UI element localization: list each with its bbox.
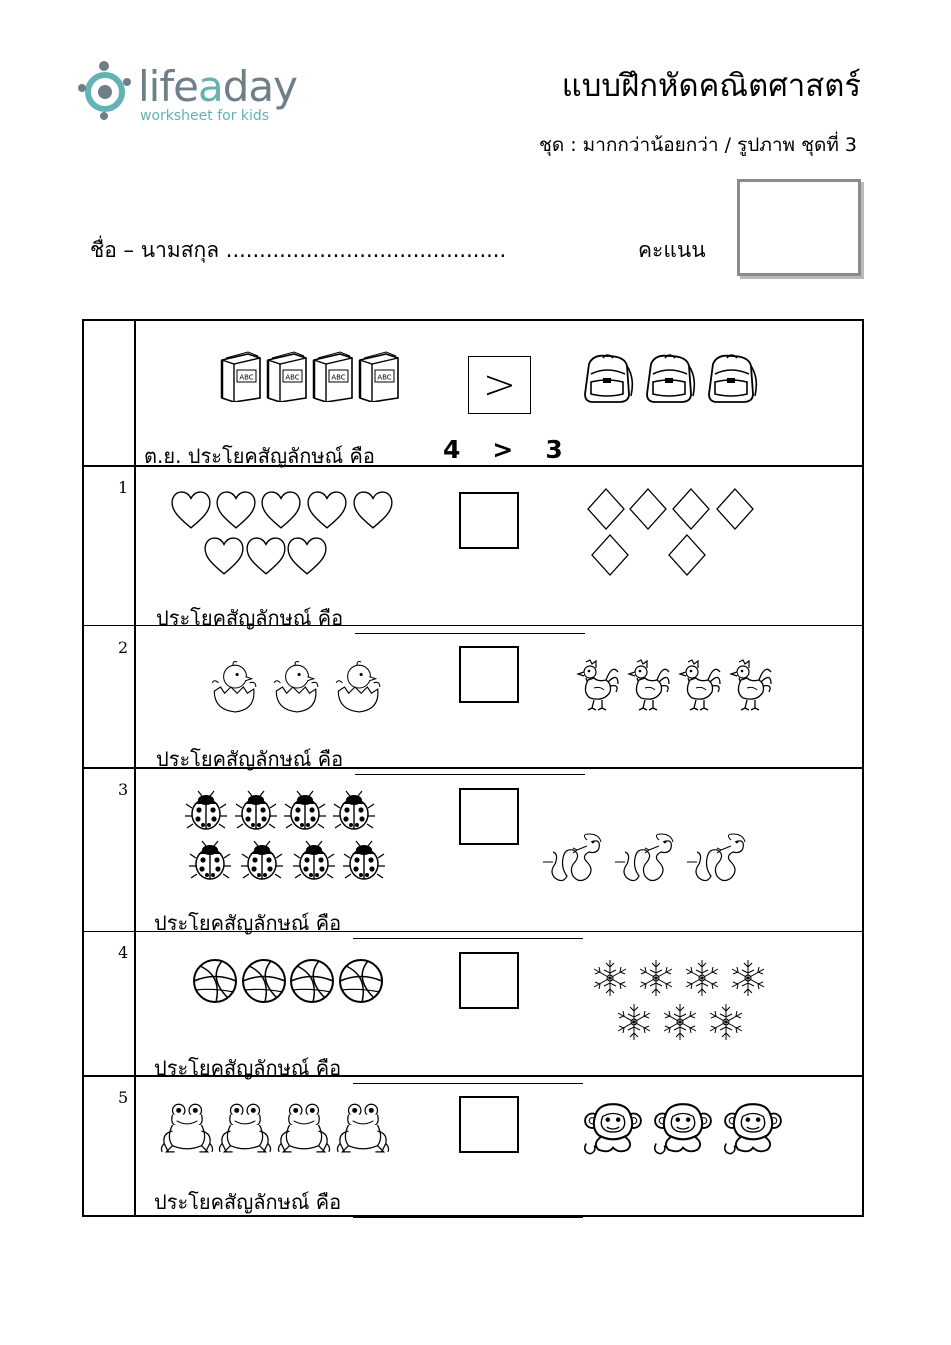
ladybug-icon [343,841,385,879]
row-number: 4 [118,943,129,962]
chicks-group [210,658,386,714]
ladybugs-group [184,788,390,884]
heart-icon [308,492,346,528]
monkey-icon [725,1104,781,1154]
example-answer-box [468,356,531,414]
book-icon [268,352,306,402]
example-backpacks-group [578,352,762,406]
backpack-icon [709,355,756,402]
diamond-icon [717,489,753,529]
example-sentence-label: ต.ย. ประโยคสัญลักษณ์ คือ [144,444,375,468]
book-icon [314,352,352,402]
page-title: แบบฝึกหัดคณิตศาสตร์ [561,68,861,104]
heart-icon [262,492,300,528]
answer-blank[interactable] [355,613,585,634]
book-icon [222,352,260,402]
ladybug-icon [284,791,326,829]
chick-icon [274,661,318,711]
ladybug-icon [235,791,277,829]
sentence-label: ประโยคสัญลักษณ์ คือ [154,1186,583,1218]
ladybug-icon [293,841,335,879]
diamond-icon [592,535,628,575]
sentence-label: ประโยคสัญลักษณ์ คือ [154,907,583,939]
snowflakes-group [590,956,772,1044]
answer-box[interactable] [459,492,519,549]
answer-box[interactable] [459,646,519,703]
monkey-icon [585,1104,641,1154]
backpack-icon [585,355,632,402]
example-books-group [218,350,404,404]
snake-icon [543,834,601,881]
answer-box[interactable] [459,788,519,845]
basketball-icon [194,960,236,1002]
roosters-group [571,656,779,714]
logo-mark-icon [74,58,136,120]
snake-icon [615,834,673,881]
frog-icon [278,1104,329,1152]
book-icon [360,352,398,402]
monkeys-group [582,1102,786,1156]
snowflake-icon [710,1004,742,1040]
logo [74,58,314,128]
page-subtitle: ชุด : มากกว่าน้อยกว่า / รูปภาพ ชุดที่ 3 [538,134,857,156]
heart-icon [217,492,255,528]
heart-icon [288,538,326,574]
answer-box[interactable] [459,952,519,1009]
snake-icon [687,834,745,881]
greater-than-symbol: > [482,362,517,408]
heart-icon [172,492,210,528]
answer-box[interactable] [459,1096,519,1153]
rooster-icon [578,660,618,710]
name-field[interactable]: ชื่อ – นามสกุล .......................................... [90,238,507,262]
ladybug-icon [185,791,227,829]
ladybug-icon [189,841,231,879]
diamond-icon [669,535,705,575]
heart-icon [354,492,392,528]
answer-blank[interactable] [355,754,585,775]
basketball-icon [291,960,333,1002]
row-number: 1 [118,478,129,497]
frog-icon [161,1104,212,1152]
backpack-icon [647,355,694,402]
snowflake-icon [640,960,672,996]
score-label: คะแนน [638,238,706,262]
monkey-icon [655,1104,711,1154]
sentence-label: ประโยคสัญลักษณ์ คือ [154,1052,583,1084]
sentence-label: ประโยคสัญลักษณ์ คือ [156,743,585,775]
diamond-icon [673,489,709,529]
snakes-group [540,830,754,888]
frogs-group [158,1100,394,1154]
snowflake-icon [594,960,626,996]
chick-icon [212,661,256,711]
ladybug-icon [241,841,283,879]
frog-icon [219,1104,270,1152]
logo-wordmark: lifeaday [138,62,297,111]
heart-icon [205,538,243,574]
basketballs-group [190,956,388,1006]
sentence-label: ประโยคสัญลักษณ์ คือ [156,602,585,634]
example-answer: 4 > 3 [443,435,565,464]
diamond-icon [630,489,666,529]
rooster-icon [680,660,720,710]
score-box[interactable] [737,179,861,276]
row-number: 3 [118,780,129,799]
snowflake-icon [686,960,718,996]
snowflake-icon [664,1004,696,1040]
hearts-group [168,488,398,580]
rooster-icon [731,660,771,710]
row-number: 5 [118,1088,129,1107]
heart-icon [247,538,285,574]
ladybug-icon [333,791,375,829]
basketball-icon [243,960,285,1002]
logo-tagline: worksheet for kids [140,108,270,124]
diamonds-group [584,485,760,581]
answer-blank[interactable] [353,1063,583,1084]
basketball-icon [340,960,382,1002]
row-number: 2 [118,638,129,657]
answer-blank[interactable] [353,1197,583,1218]
answer-blank[interactable] [353,918,583,939]
rooster-icon [629,660,669,710]
chick-icon [336,661,380,711]
diamond-icon [588,489,624,529]
frog-icon [337,1104,388,1152]
snowflake-icon [732,960,764,996]
snowflake-icon [618,1004,650,1040]
